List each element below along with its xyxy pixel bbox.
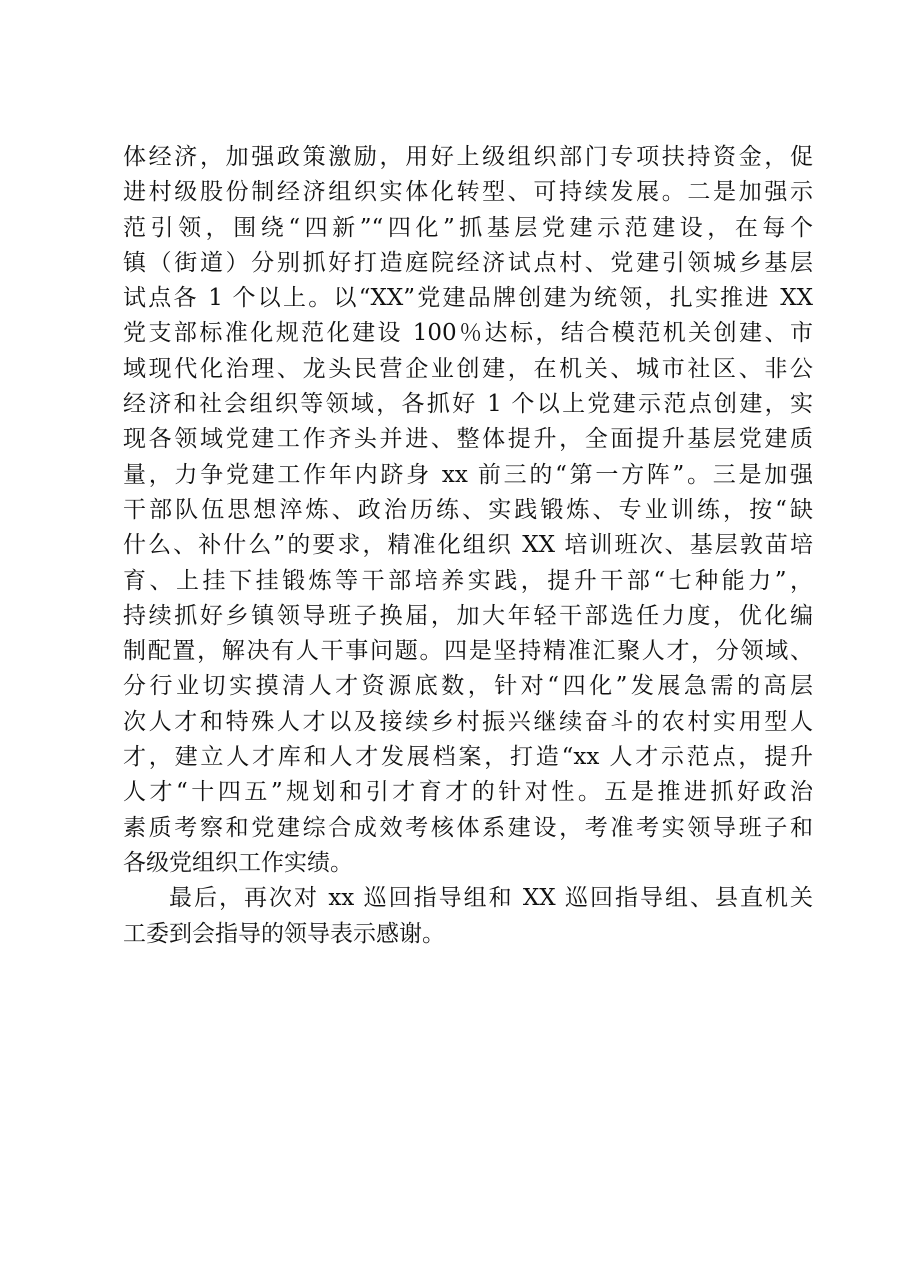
- text-line: 人才“十四五”规划和引才育才的针对性。五是推进抓好政治: [123, 779, 813, 806]
- text-line: 量，力争党建工作年内跻身 xx 前三的“第一方阵”。三是加强: [123, 461, 813, 488]
- text-line: 进村级股份制经济组织实体化转型、可持续发展。二是加强示: [123, 179, 813, 206]
- text-line: 范引领，围绕“四新”“四化”抓基层党建示范建设，在每个: [123, 214, 813, 241]
- text-line: 素质考察和党建综合成效考核体系建设，考准考实领导班子和: [123, 814, 813, 841]
- text-line: 持续抓好乡镇领导班子换届，加大年轻干部选任力度，优化编: [123, 602, 813, 629]
- text-line: 才，建立人才库和人才发展档案，打造“xx 人才示范点，提升: [123, 744, 813, 771]
- text-line: 干部队伍思想淬炼、政治历练、实践锻炼、专业训练，按“缺: [123, 496, 813, 523]
- text-line: 分行业切实摸清人才资源底数，针对“四化”发展急需的高层: [123, 673, 813, 700]
- text-line: 体经济，加强政策激励，用好上级组织部门专项扶持资金，促: [123, 144, 813, 170]
- text-line: 镇（街道）分别抓好打造庭院经济试点村、党建引领城乡基层: [123, 249, 813, 276]
- closing-paragraph-line: 最后，再次对 xx 巡回指导组和 XX 巡回指导组、县直机关: [169, 885, 813, 912]
- text-line: 育、上挂下挂锻炼等干部培养实践，提升干部“七种能力”，: [123, 567, 813, 594]
- document-body: [123, 140, 813, 952]
- text-line: 次人才和特殊人才以及接续乡村振兴继续奋斗的农村实用型人: [123, 708, 813, 735]
- text-line: 现各领域党建工作齐头并进、整体提升，全面提升基层党建质: [123, 426, 813, 453]
- text-line: 域现代化治理、龙头民营企业创建，在机关、城市社区、非公: [123, 355, 813, 382]
- text-line: 党支部标准化规范化建设 100％达标，结合模范机关创建、市: [123, 320, 813, 347]
- text-line: 制配置，解决有人干事问题。四是坚持精准汇聚人才，分领域、: [123, 638, 813, 665]
- paragraph-end-line: 各级党组织工作实绩。: [123, 849, 353, 876]
- closing-paragraph-end-line: 工委到会指导的领导表示感谢。: [123, 920, 445, 947]
- text-line: 什么、补什么”的要求，精准化组织 XX 培训班次、基层敦苗培: [123, 532, 813, 559]
- text-line: 试点各 1 个以上。以“XX”党建品牌创建为统领，扎实推进 XX: [123, 285, 813, 312]
- text-line: 经济和社会组织等领域，各抓好 1 个以上党建示范点创建，实: [123, 391, 813, 418]
